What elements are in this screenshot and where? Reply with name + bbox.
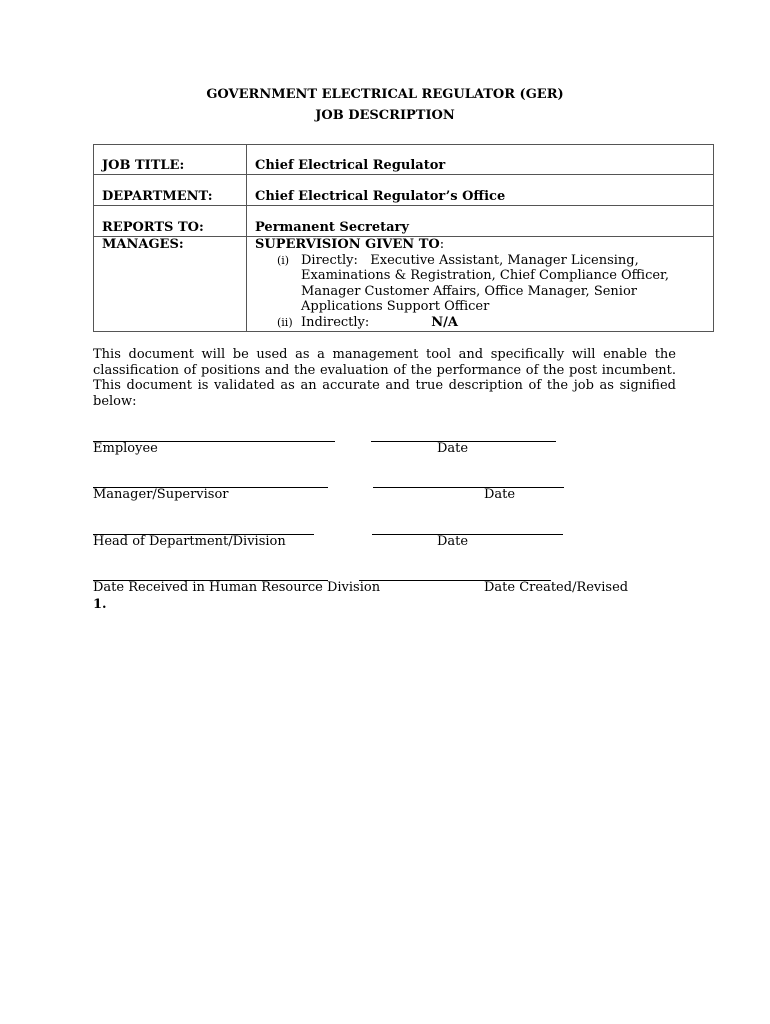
manager-date-line [373,487,564,488]
indirect-num: (ii) [277,315,293,329]
head-label: Head of Department/Division [93,534,286,549]
employee-date-label: Date [437,441,469,456]
list-item-direct [255,253,705,315]
job-title-label: JOB TITLE: [94,145,247,175]
job-details-table [93,144,714,332]
table-row-department [94,175,714,206]
supervision-list [255,253,705,331]
department-label: DEPARTMENT: [94,175,247,206]
document-type-title: JOB DESCRIPTION [315,108,455,123]
indirect-label: Indirectly: [301,314,370,330]
direct-text: Directly: Executive Assistant, Manager Licensing, Examinations & Registration, Chief Compliance Officer, Manager Customer Affairs, Office Manager, Senior Applications Support Officer [301,252,674,314]
created-label: Date Created/Revised [484,580,629,595]
supervision-heading: SUPERVISION GIVEN TO: [255,237,445,252]
job-title-value: Chief Electrical Regulator [247,145,714,175]
document-org-title: GOVERNMENT ELECTRICAL REGULATOR (GER) [206,87,564,102]
footer-number: 1. [93,597,107,612]
received-label: Date Received in Human Resource Division [93,580,381,595]
manager-date-label: Date [484,487,516,502]
employee-label: Employee [93,441,158,456]
indirect-value: N/A [431,314,459,330]
manages-label: MANAGES: [94,237,247,332]
reports-to-value: Permanent Secretary [247,206,714,237]
manager-label: Manager/Supervisor [93,487,229,502]
table-row-reports-to [94,206,714,237]
table-row-job-title [94,145,714,175]
reports-to-label: REPORTS TO: [94,206,247,237]
list-item-indirect [255,315,705,331]
table-row-manages [94,237,714,332]
validation-paragraph: This document will be used as a management tool and specifically will enable the classification of positions and the evaluation of the performance of the post incumbent. This document is validated as an accurate and true description of the job as signified below: [93,347,676,409]
head-date-label: Date [437,534,469,549]
department-value: Chief Electrical Regulator’s Office [247,175,714,206]
direct-num: (i) [277,253,290,267]
manages-value [247,237,714,332]
